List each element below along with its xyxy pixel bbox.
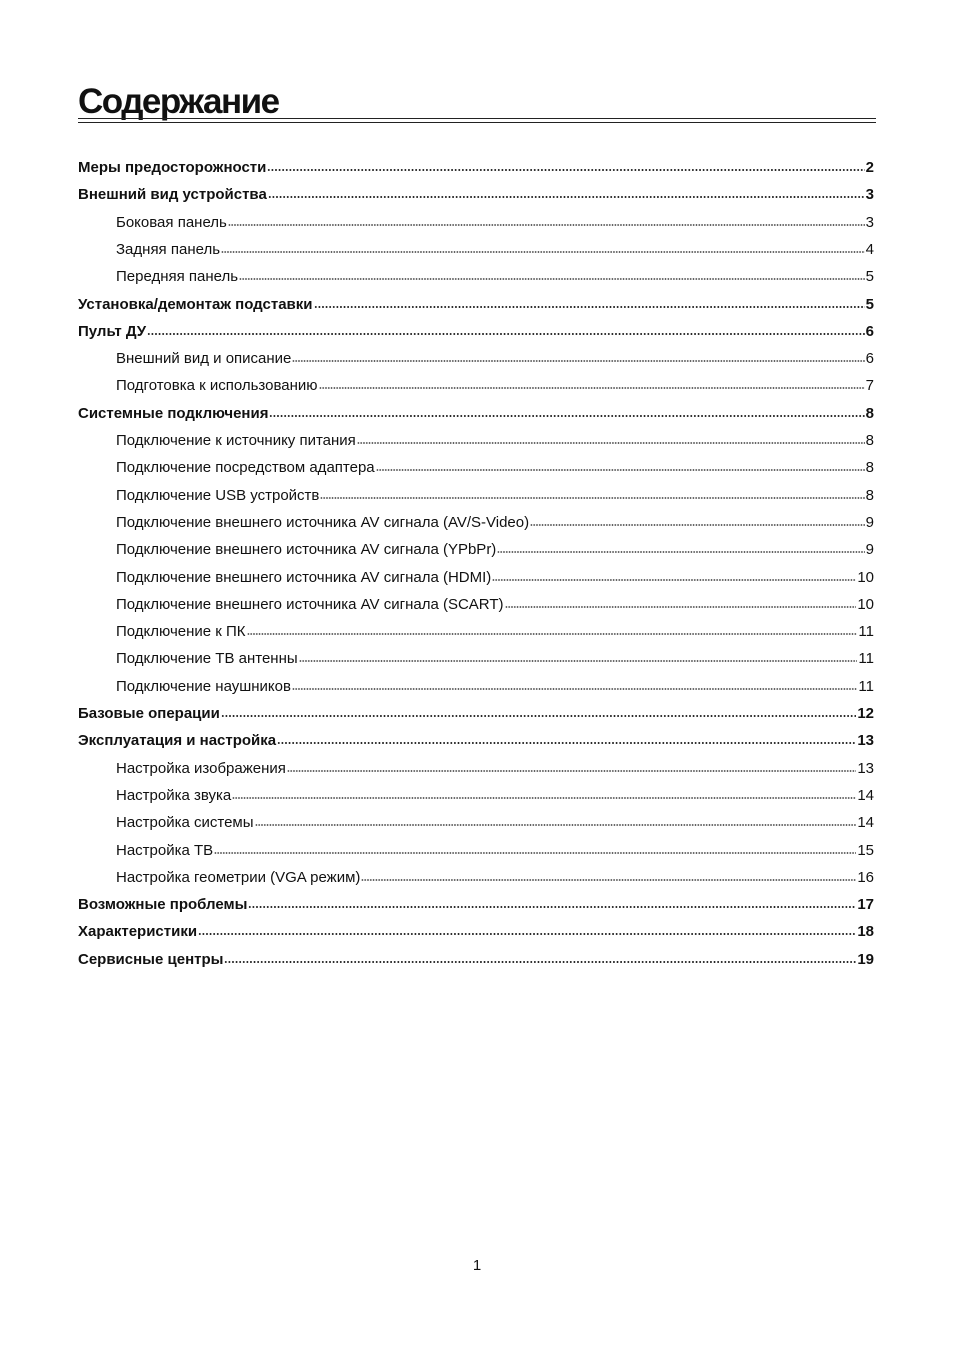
toc-entry-page: 8 — [865, 432, 874, 449]
toc-entry-page: 3 — [865, 186, 874, 204]
toc-entry-title: Настройка ТВ — [116, 841, 214, 859]
dot-leader — [320, 496, 864, 500]
toc-subsection-entry[interactable] — [116, 510, 874, 536]
dot-leader — [267, 168, 864, 172]
toc-entry-title: Характеристики — [78, 923, 198, 941]
toc-entry-title: Подготовка к использованию — [116, 377, 318, 395]
toc-entry-title: Сервисные центры — [78, 950, 224, 968]
toc-entry-page: 5 — [865, 295, 874, 313]
toc-section-entry[interactable] — [78, 182, 874, 208]
toc-entry-page: 7 — [865, 377, 874, 395]
toc-entry-page: 9 — [865, 513, 874, 531]
toc-entry-page: 18 — [857, 923, 874, 941]
toc-entry-title: Настройка системы — [116, 814, 254, 832]
toc-entry-title: Базовые операции — [78, 705, 220, 722]
toc-entry-page: 11 — [858, 623, 874, 641]
dot-leader — [147, 332, 865, 336]
dot-leader — [269, 414, 864, 418]
toc-entry-title: Передняя панель — [116, 268, 239, 286]
toc-entry-title: Настройка изображения — [116, 759, 286, 777]
toc-entry-title: Подключение наушников — [116, 677, 291, 695]
toc-subsection-entry[interactable] — [116, 565, 874, 591]
dot-leader — [505, 605, 857, 609]
dot-leader — [497, 550, 864, 554]
toc-section-entry[interactable] — [78, 701, 874, 727]
toc-subsection-entry[interactable] — [116, 810, 874, 836]
toc-section-entry[interactable] — [78, 947, 874, 973]
toc-entry-page: 14 — [857, 786, 874, 804]
toc-subsection-entry[interactable] — [116, 783, 874, 809]
dot-leader — [376, 468, 865, 472]
toc-entry-page: 19 — [857, 950, 874, 968]
toc-entry-page: 11 — [858, 650, 874, 668]
dot-leader — [292, 359, 864, 363]
dot-leader — [232, 796, 856, 800]
toc-entry-page: 8 — [865, 486, 874, 504]
toc-section-entry[interactable] — [78, 319, 874, 345]
toc-subsection-entry[interactable] — [116, 373, 874, 399]
dot-leader — [221, 714, 856, 718]
dot-leader — [255, 823, 857, 827]
dot-leader — [292, 687, 857, 691]
dot-leader — [221, 250, 865, 254]
toc-entry-page: 16 — [857, 868, 874, 886]
dot-leader — [299, 659, 858, 663]
page-title: Содержание — [78, 82, 279, 121]
toc-entry-page: 12 — [857, 705, 874, 722]
toc-entry-page: 5 — [865, 268, 874, 286]
toc-subsection-entry[interactable] — [116, 756, 874, 782]
toc-entry-page: 11 — [858, 677, 874, 695]
toc-entry-title: Подключение посредством адаптера — [116, 459, 375, 477]
toc-entry-title: Настройка геометрии (VGA режим) — [116, 868, 361, 886]
toc-entry-page: 10 — [857, 595, 874, 613]
dot-leader — [314, 305, 865, 309]
toc-section-entry[interactable] — [78, 155, 874, 181]
toc-entry-title: Подключение внешнего источника AV сигнала (AV/S-Video) — [116, 513, 530, 531]
toc-subsection-entry[interactable] — [116, 646, 874, 672]
toc-subsection-entry[interactable] — [116, 865, 874, 891]
dot-leader — [361, 878, 856, 882]
toc-entry-title: Подключение ТВ антенны — [116, 650, 298, 668]
dot-leader — [198, 932, 856, 936]
toc-entry-title: Установка/демонтаж подставки — [78, 295, 313, 313]
toc-subsection-entry[interactable] — [116, 428, 874, 454]
page-number: 1 — [472, 1257, 482, 1274]
toc-subsection-entry[interactable] — [116, 455, 874, 481]
toc-subsection-entry[interactable] — [116, 237, 874, 263]
dot-leader — [277, 741, 856, 745]
toc-section-entry[interactable] — [78, 401, 874, 427]
toc-subsection-entry[interactable] — [116, 483, 874, 509]
dot-leader — [268, 195, 865, 199]
toc-subsection-entry[interactable] — [116, 210, 874, 236]
toc-entry-title: Задняя панель — [116, 240, 221, 258]
toc-entry-title: Эксплуатация и настройка — [78, 732, 277, 750]
toc-entry-page: 8 — [865, 459, 874, 477]
dot-leader — [239, 277, 865, 281]
toc-entry-page: 2 — [865, 159, 874, 176]
title-underline-thin — [78, 122, 876, 123]
toc-entry-title: Подключение внешнего источника AV сигнала (SCART) — [116, 595, 504, 613]
toc-subsection-entry[interactable] — [116, 619, 874, 645]
dot-leader — [247, 632, 858, 636]
toc-entry-title: Настройка звука — [116, 786, 232, 804]
toc-entry-page: 6 — [865, 350, 874, 368]
dot-leader — [319, 386, 865, 390]
toc-entry-page: 9 — [865, 541, 874, 559]
toc-entry-title: Возможные проблемы — [78, 896, 248, 914]
toc-subsection-entry[interactable] — [116, 592, 874, 618]
title-underline — [78, 118, 876, 119]
toc-entry-page: 14 — [857, 814, 874, 832]
dot-leader — [224, 960, 856, 964]
toc-entry-page: 10 — [857, 568, 874, 586]
toc-entry-title: Подключение внешнего источника AV сигнала (HDMI) — [116, 568, 492, 586]
dot-leader — [530, 523, 865, 527]
toc-entry-title: Боковая панель — [116, 213, 227, 231]
dot-leader — [228, 223, 865, 227]
toc-subsection-entry[interactable] — [116, 838, 874, 864]
dot-leader — [214, 851, 856, 855]
toc-entry-title: Системные подключения — [78, 404, 269, 422]
toc-entry-title: Подключение к источнику питания — [116, 432, 356, 449]
toc-entry-page: 6 — [865, 322, 874, 340]
dot-leader — [492, 578, 856, 582]
toc-subsection-entry[interactable] — [116, 674, 874, 700]
toc-subsection-entry[interactable] — [116, 537, 874, 563]
toc-entry-page: 15 — [857, 841, 874, 859]
toc-entry-title: Внешний вид и описание — [116, 350, 292, 368]
dot-leader — [287, 769, 856, 773]
toc-subsection-entry[interactable] — [116, 346, 874, 372]
toc-entry-page: 17 — [857, 896, 874, 914]
toc-section-entry[interactable] — [78, 919, 874, 945]
toc-entry-page: 13 — [857, 759, 874, 777]
toc-entry-page: 8 — [865, 404, 874, 422]
toc-section-entry[interactable] — [78, 892, 874, 918]
toc-section-entry[interactable] — [78, 728, 874, 754]
dot-leader — [357, 441, 865, 445]
toc-entry-page: 13 — [857, 732, 874, 750]
toc-entry-title: Меры предосторожности — [78, 159, 267, 176]
toc-subsection-entry[interactable] — [116, 264, 874, 290]
toc-entry-title: Подключение к ПК — [116, 623, 246, 641]
toc-entry-title: Пульт ДУ — [78, 322, 147, 340]
toc-entry-title: Внешний вид устройства — [78, 186, 267, 204]
toc-entry-title: Подключение внешнего источника AV сигнала (YPbPr) — [116, 541, 497, 559]
toc-section-entry[interactable] — [78, 292, 874, 318]
toc-entry-page: 3 — [865, 213, 874, 231]
toc-entry-title: Подключение USB устройств — [116, 486, 320, 504]
dot-leader — [248, 905, 856, 909]
toc-entry-page: 4 — [865, 240, 874, 258]
